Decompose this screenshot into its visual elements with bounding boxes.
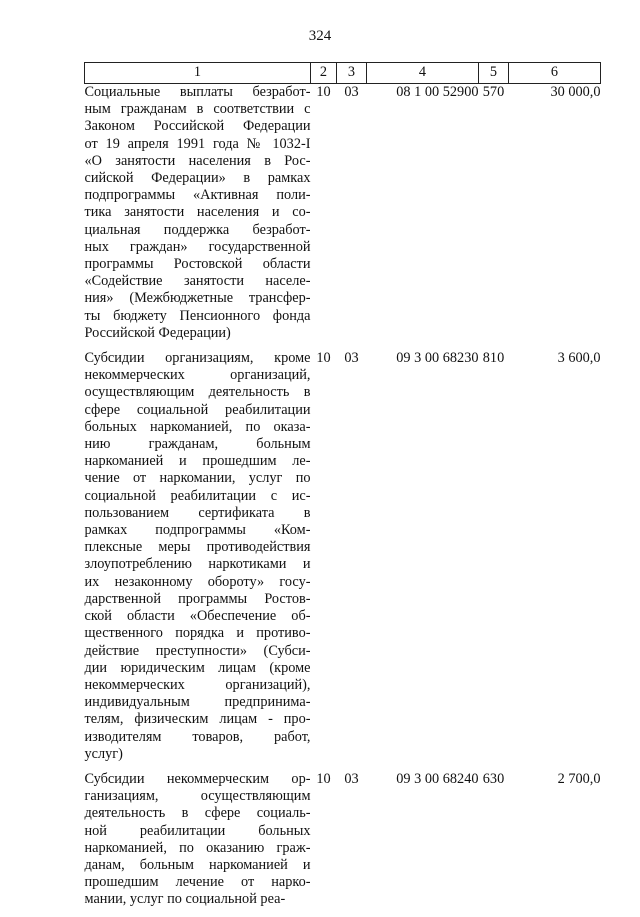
row-description <box>85 84 311 351</box>
description-line: дарственной программы Ростов- <box>84 590 311 607</box>
description-line: чение от наркомании, услуг по <box>84 470 311 487</box>
amount: 2 700,0 <box>557 770 601 787</box>
description-line: пользованием сертификата в <box>84 504 311 521</box>
description-line: ты бюджету Пенсионного фонда <box>84 307 311 324</box>
table-row <box>85 771 601 917</box>
table-header-row <box>85 63 601 84</box>
expense-type-code: 630 <box>482 770 505 787</box>
target-article-code: 09 3 00 68240 <box>396 770 479 787</box>
description-line: подпрограммы «Активная поли- <box>84 187 311 204</box>
description-line: изводителям товаров, работ, <box>84 728 311 745</box>
subsection-code: 03 <box>344 770 359 787</box>
section-code: 10 <box>316 770 331 787</box>
description-line: осуществляющим деятельность в <box>84 384 311 401</box>
description-line: ных граждан» государственной <box>84 238 311 255</box>
target-article-code: 09 3 00 68230 <box>396 350 479 367</box>
amount: 30 000,0 <box>550 84 601 100</box>
expense-type-code: 570 <box>482 84 505 100</box>
expense-type-code: 810 <box>482 350 505 367</box>
description-line: Законом Российской Федерации <box>84 118 311 135</box>
subsection-code: 03 <box>344 350 359 367</box>
description-line: ным гражданам в соответствии с <box>84 101 311 118</box>
description-line: наркоманией, по оказанию граж- <box>84 839 311 856</box>
description-line: деятельность в сфере социаль- <box>84 805 311 822</box>
description-line: сийской Федерации» в рамках <box>84 170 311 187</box>
column-header-4: 4 <box>367 63 479 84</box>
description-line: рамках подпрограммы «Ком- <box>84 522 311 539</box>
description-line: Субсидии некоммерческим ор- <box>84 770 311 787</box>
column-header-2: 2 <box>311 63 337 84</box>
description-line: ния» (Межбюджетные трансфер- <box>84 290 311 307</box>
description-line: дии юридическим лицам (кроме <box>84 659 311 676</box>
description-line: индивидуальным предпринима- <box>84 694 311 711</box>
description-line: прошедшим лечение от нарко- <box>84 874 311 891</box>
description-line: нию гражданам, больным <box>84 436 311 453</box>
description-line: больных наркоманией, по оказа- <box>84 418 311 435</box>
description-line: услуг) <box>84 745 123 762</box>
section-code: 10 <box>316 350 331 367</box>
description-line: ганизациям, осуществляющим <box>84 788 311 805</box>
section-code: 10 <box>316 84 331 100</box>
subsection-code: 03 <box>344 84 359 100</box>
page-number: 324 <box>308 28 332 44</box>
table-row <box>85 84 601 351</box>
column-header-6: 6 <box>509 63 601 84</box>
description-line: Субсидии организациям, кроме <box>84 350 311 367</box>
column-header-5: 5 <box>479 63 509 84</box>
description-line: действие преступности» (Субси- <box>84 642 311 659</box>
description-line: программы Ростовской области <box>84 256 311 273</box>
description-line: мании, услуг по социальной реа- <box>84 891 286 908</box>
description-line: плексные меры противодействия <box>84 539 311 556</box>
column-header-1: 1 <box>85 63 311 84</box>
description-line: Социальные выплаты безработ- <box>84 84 311 100</box>
row-description <box>85 771 311 917</box>
description-line: некоммерческих организаций), <box>84 676 311 693</box>
amount: 3 600,0 <box>557 350 601 367</box>
description-line: циальная поддержка безработ- <box>84 221 311 238</box>
description-line: Российской Федерации) <box>84 324 231 341</box>
column-header-3: 3 <box>337 63 367 84</box>
budget-table <box>84 62 601 917</box>
description-line: наркоманией и прошедшим ле- <box>84 453 311 470</box>
description-line: ской области «Обеспечение об- <box>84 608 311 625</box>
row-description <box>85 350 311 771</box>
description-line: «Содействие занятости населе- <box>84 273 311 290</box>
description-line: телям, физическим лицам - про- <box>84 711 311 728</box>
target-article-code: 08 1 00 52900 <box>396 84 479 100</box>
description-line: данам, больным наркоманией и <box>84 856 311 873</box>
description-line: злоупотреблению наркотиками и <box>84 556 311 573</box>
description-line: тика занятости населения и со- <box>84 204 311 221</box>
description-line: щественного порядка и противо- <box>84 625 311 642</box>
description-line: сфере социальной реабилитации <box>84 401 311 418</box>
description-line: некоммерческих организаций, <box>84 367 311 384</box>
table-row <box>85 350 601 771</box>
description-line: их незаконному обороту» госу- <box>84 573 311 590</box>
description-line: от 19 апреля 1991 года № 1032-I <box>84 135 311 152</box>
description-line: ной реабилитации больных <box>84 822 311 839</box>
description-line: социальной реабилитации с ис- <box>84 487 311 504</box>
description-line: «О занятости населения в Рос- <box>84 152 311 169</box>
